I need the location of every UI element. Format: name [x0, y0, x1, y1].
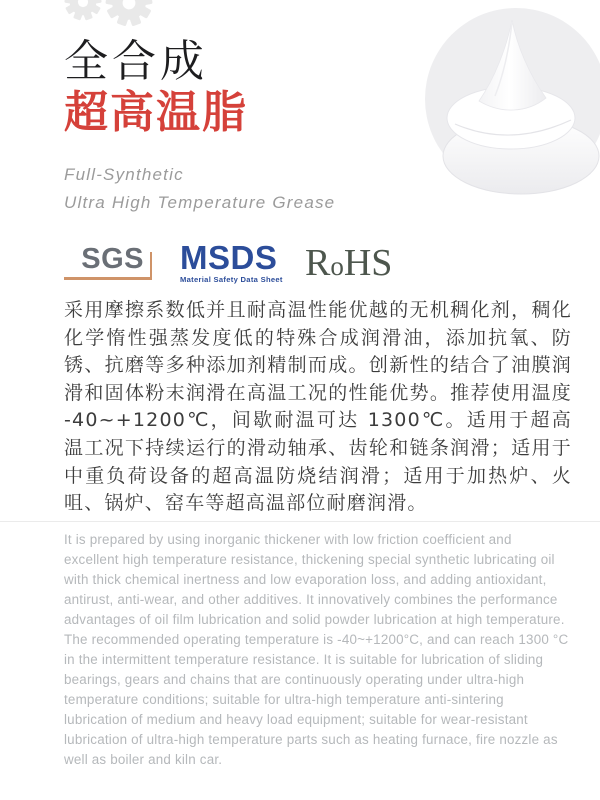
- msds-logo-subtext: Material Safety Data Sheet: [180, 275, 283, 284]
- msds-logo-text: MSDS: [180, 239, 278, 276]
- gear-icon: [105, 0, 153, 27]
- title-line-full-synthetic-cn: 全合成: [64, 36, 208, 87]
- rohs-logo-text-r: R: [305, 242, 331, 284]
- sgs-logo-text: SGS: [81, 243, 144, 275]
- sgs-logo: [64, 243, 152, 280]
- sgs-logo-underline: [64, 277, 152, 280]
- gear-icon: [64, 0, 102, 21]
- rohs-logo-text-o: o: [330, 251, 344, 281]
- description-chinese: 采用摩擦系数低并且耐高温性能优越的无机稠化剂，稠化化学惰性强蒸发度低的特殊合成润滑油，添加抗氧、防锈、抗磨等多种添加剂精制而成。创新性的结合了油膜润滑和固体粉末润滑在高温工况的性能优势。推荐使用温度 -40~+1200℃，间歇耐温可达 1300℃。适用于超高温工况下持续运行的滑动轴承、齿轮和链条润滑；适用于中重负荷设备的超高温防烧结润滑；适用于加热炉、火咀、锅炉、窑车等超高温部位耐磨润滑。: [64, 299, 572, 515]
- subtitle-line-2: Ultra High Temperature Grease: [64, 193, 336, 212]
- rohs-logo-text-hs: HS: [343, 242, 393, 284]
- rohs-logo: [305, 241, 392, 285]
- sgs-logo-vertical-line: [150, 252, 152, 280]
- section-divider: [0, 521, 600, 522]
- description-english: It is prepared by using inorganic thickener with low friction coefficient and excellent high temperature resistance, thickening special synthetic lubricating oil with thick chemical inertness and low evaporation loss, and adding antioxidant, antirust, anti-wear, and other additives. It innovatively combines the performance advantages of oil film lubrication and solid powder lubrication at high temperature. The recommended operating temperature is -40~+1200°C, and can reach 1300 °C in the intermittent temperature resistance. It is suitable for lubrication of sliding bearings, gears and chains that are continuously operating under ultra-high temperature conditions; suitable for ultra-high temperature anti-sintering lubrication of medium and heavy load equipment; suitable for wear-resistant lubrication of ultra-high temperature parts such as heating furnace, fire nozzle as well as boiler and kiln car.: [64, 532, 569, 767]
- title-line-grease-cn: 超高温脂: [64, 87, 248, 138]
- product-subtitle: [64, 161, 335, 217]
- msds-logo: [180, 239, 305, 284]
- grease-swirl-photo: [425, 8, 600, 190]
- product-title: [64, 36, 248, 138]
- subtitle-line-1: Full-Synthetic: [64, 165, 184, 184]
